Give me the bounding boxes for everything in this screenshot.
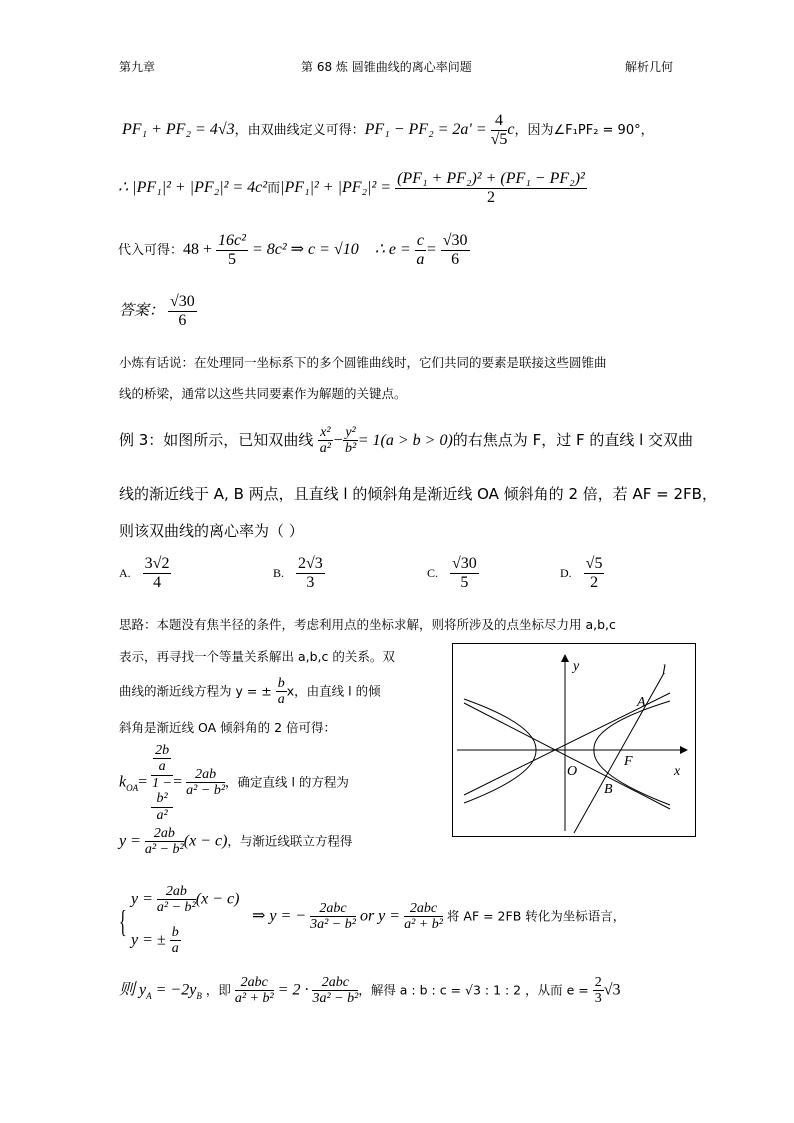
slope-complex-num (151, 743, 173, 776)
example-text-c: 的右焦点为 F，过 F 的直线 l 交双曲 (452, 430, 694, 449)
slope-inner-bottom-num: b² (151, 791, 173, 807)
last-frac-1 (235, 975, 274, 1007)
equation-line-3 (118, 232, 470, 268)
eq2-frac-den: 2 (486, 188, 495, 206)
option-a-num: 3√2 (144, 555, 170, 572)
eq1-c: PF₁ − PF₂ = 2a' = (364, 120, 487, 138)
eq2-c: |PF₁|² + |PF₂|² = (280, 178, 392, 196)
example-eq: = 1(a > b > 0) (357, 431, 453, 449)
eq1-e: ，因为∠F₁PF₂ = 90°， (514, 122, 654, 138)
option-a-den: 4 (153, 573, 162, 591)
answer-line (119, 293, 197, 329)
slope-one-minus: 1 − (152, 775, 173, 791)
hyperbola-left-branch (464, 699, 536, 803)
eq3-frac1-num: 16c² (218, 232, 246, 249)
x-label: x (674, 764, 681, 779)
sol6-a: y = (119, 832, 141, 850)
slope-complex-den (151, 776, 173, 823)
sol6-den: a² − b² (144, 842, 184, 858)
sys-res-den-1: 3a² − b² (310, 917, 356, 933)
hyperbola-figure (452, 643, 696, 837)
last-c: ，即 (205, 982, 231, 998)
eq1-fraction (491, 112, 508, 148)
note-line-1: 小炼有话说：在处理同一坐标系下的多个圆锥曲线时，它们共同的要素是联接这些圆锥曲 (119, 355, 607, 370)
example-frac-y (343, 425, 357, 457)
option-c (427, 555, 479, 591)
option-d-num: √5 (585, 555, 603, 572)
example-intro: 例 3：如图所示，已知双曲线 (119, 430, 314, 449)
last-num-1: 2abc (235, 975, 274, 991)
sys-res-num-2: 2abc (404, 901, 443, 917)
slope-result-num: 2ab (186, 767, 225, 783)
eq1-a: PF₁ + PF₂ = 4√3 (122, 120, 235, 138)
option-b-frac (296, 555, 325, 591)
eq2-frac-num: (PF₁ + PF₂)² + (PF₁ − PF₂)² (397, 170, 585, 187)
slope-result-frac (186, 767, 225, 799)
sol5-eq: = (138, 773, 148, 791)
last-den-2: 3a² − b² (312, 991, 359, 1007)
system-result (252, 901, 625, 933)
sys1-num: 2ab (157, 884, 196, 900)
answer-num: √30 (170, 293, 195, 310)
last-num-2: 2abc (312, 975, 358, 991)
system-brace: { (119, 903, 127, 939)
eq1-frac-den: √5 (490, 130, 508, 148)
eq3-e: = (425, 240, 437, 258)
sol6-b: (x − c) (183, 832, 228, 850)
last-d: = 2 · (277, 981, 309, 999)
last-sub-b: B (196, 990, 202, 1001)
equation-line-1 (122, 112, 654, 148)
answer-fraction (168, 293, 197, 329)
eq3-frac-3 (441, 232, 470, 268)
eq3-frac3-den: 6 (451, 250, 460, 268)
option-d (560, 555, 604, 591)
option-b-num: 2√3 (298, 555, 323, 572)
eq1-d: c (507, 120, 515, 138)
eq3-b: 48 + (183, 240, 213, 258)
sys1-a: y = (131, 890, 153, 908)
k-symbol: k (119, 773, 127, 791)
solution-line-1: 思路：本题没有焦半径的条件，考虑利用点的坐标求解，则将所涉及的点坐标尽力用 a,b,c (119, 617, 616, 632)
sol3-b: x，由直线 l 的倾 (286, 683, 381, 699)
x-axis-arrow-icon (680, 746, 688, 754)
eq3-c: = 8c² ⇒ c = √10 (251, 240, 359, 258)
y-axis-arrow-icon (561, 654, 569, 662)
sol6-num: 2ab (145, 826, 184, 842)
sys-tail: 将 AF = 2FB 转化为坐标语言， (446, 908, 626, 924)
option-b-den: 3 (306, 573, 315, 591)
sys1-den: a² − b² (156, 900, 196, 916)
k-subscript: OA (126, 782, 139, 793)
page-title: 第 68 炼 圆锥曲线的离心率问题 (301, 60, 472, 74)
last-a: 则 y (119, 981, 147, 999)
chapter-label: 第九章 (119, 60, 156, 74)
eq3-frac-2 (415, 232, 426, 268)
eq1-b: ，由双曲线定义可得： (234, 122, 365, 138)
eq2-a: ∴ |PF₁|² + |PF₂|² = 4c² (118, 178, 268, 196)
example-frac-x-num: x² (320, 425, 331, 440)
slope-result-den: a² − b² (186, 783, 226, 799)
slope-inner-bottom-den: a² (156, 807, 168, 823)
eq3-frac3-num: √30 (442, 232, 468, 249)
eq3-frac2-den: a (416, 250, 425, 268)
sys2-num: b (171, 925, 179, 940)
last-sub-a: A (146, 990, 152, 1001)
solution-line-3 (119, 676, 381, 708)
sol3-frac (276, 676, 287, 708)
sys-or: or y = (359, 907, 401, 925)
last-frac-3 (593, 975, 604, 1007)
option-b-label: B. (273, 565, 285, 580)
option-a-frac (143, 555, 172, 591)
last-num-3: 2 (594, 975, 602, 990)
sol5-eq2: = (173, 773, 183, 791)
asymptote-ob (464, 703, 670, 809)
example-frac-y-den: b² (344, 441, 357, 457)
solution-line-2: 表示，再寻找一个等量关系解出 a,b,c 的关系。双 (119, 649, 395, 664)
equation-line-2 (118, 170, 587, 206)
eq2-b: 而 (267, 180, 281, 196)
solution-line-6 (119, 826, 352, 858)
example-line-2: 线的渐近线于 A, B 两点，且直线 l 的倾斜角是渐近线 OA 倾斜角的 2 倍，若 AF = 2FB， (119, 485, 717, 503)
option-d-frac (584, 555, 605, 591)
last-den-1: a² + b² (234, 991, 274, 1007)
y-label: y (573, 659, 580, 674)
sol5-b: ，确定直线 l 的方程为 (225, 774, 349, 790)
line-l (574, 673, 664, 833)
sys2-den: a (171, 941, 179, 957)
sys-res-frac-2 (404, 901, 443, 933)
eq1-frac-num: 4 (491, 112, 508, 131)
l-label: l (662, 663, 666, 678)
slope-inner-top-den: a (158, 759, 166, 775)
option-d-den: 2 (590, 573, 599, 591)
last-den-3: 3 (594, 991, 602, 1007)
eq3-frac2-num: c (416, 232, 424, 249)
eq3-a: 代入可得： (118, 242, 184, 258)
slope-inner-bottom (151, 791, 173, 823)
point-b-label: B (604, 782, 613, 797)
sys-arrow: ⇒ y = − (252, 907, 307, 925)
sol3-a: 曲线的渐近线方程为 y = ± (119, 683, 272, 699)
system-row-2 (131, 925, 181, 957)
last-e: ，解得 a : b : c = √3 : 1 : 2 ，从而 e = (358, 982, 589, 998)
last-f: √3 (603, 981, 621, 999)
sys-res-num-1: 2abc (310, 901, 356, 917)
sys1-b: (x − c) (195, 890, 240, 908)
eq2-fraction (395, 170, 587, 206)
option-c-den: 5 (460, 573, 469, 591)
example-line-3: 则该双曲线的离心率为（ ） (119, 522, 304, 540)
option-c-label: C. (427, 565, 439, 580)
solution-last-line (119, 975, 621, 1007)
point-a-label: A (637, 695, 646, 710)
sol6-frac (145, 826, 184, 858)
eq3-frac1-den: 5 (228, 250, 236, 268)
sys-res-frac-1 (310, 901, 356, 933)
slope-complex-fraction (151, 743, 173, 823)
option-d-label: D. (560, 565, 572, 580)
example-frac-x (318, 425, 332, 457)
last-frac-2 (312, 975, 358, 1007)
slope-inner-top (153, 743, 171, 775)
example-frac-y-num: y² (345, 425, 356, 440)
example-minus: − (332, 431, 344, 449)
sol6-c: ，与渐近线联立方程得 (227, 833, 353, 849)
sol3-num: b (277, 676, 285, 691)
option-a-label: A. (119, 565, 131, 580)
note-line-2: 线的桥梁，通常以这些共同要素作为解题的关键点。 (119, 386, 407, 401)
answer-den: 6 (178, 311, 187, 329)
section-label: 解析几何 (625, 60, 674, 74)
slope-inner-top-num: 2b (155, 743, 170, 758)
option-a (119, 555, 171, 591)
sys2-frac (170, 925, 181, 957)
origin-label: O (567, 764, 578, 779)
option-c-num: √30 (452, 555, 477, 572)
sol3-den: a (277, 692, 285, 708)
point-f-label: F (624, 754, 633, 769)
solution-line-4: 斜角是渐近线 OA 倾斜角的 2 倍可得： (119, 720, 337, 735)
sys-res-den-2: a² + b² (404, 917, 443, 933)
last-b: = −2y (155, 981, 197, 999)
eq3-d: ∴ e = (374, 240, 411, 258)
example-frac-x-den: a² (319, 441, 331, 457)
option-c-frac (450, 555, 479, 591)
option-b (273, 555, 325, 591)
answer-label: 答案： (119, 300, 165, 319)
eq3-frac-1 (216, 232, 248, 268)
sys1-frac (157, 884, 196, 916)
sys2-a: y = ± (131, 931, 166, 949)
solution-line-5 (119, 743, 349, 823)
system-row-1 (131, 884, 239, 916)
example-line-1 (119, 425, 693, 457)
